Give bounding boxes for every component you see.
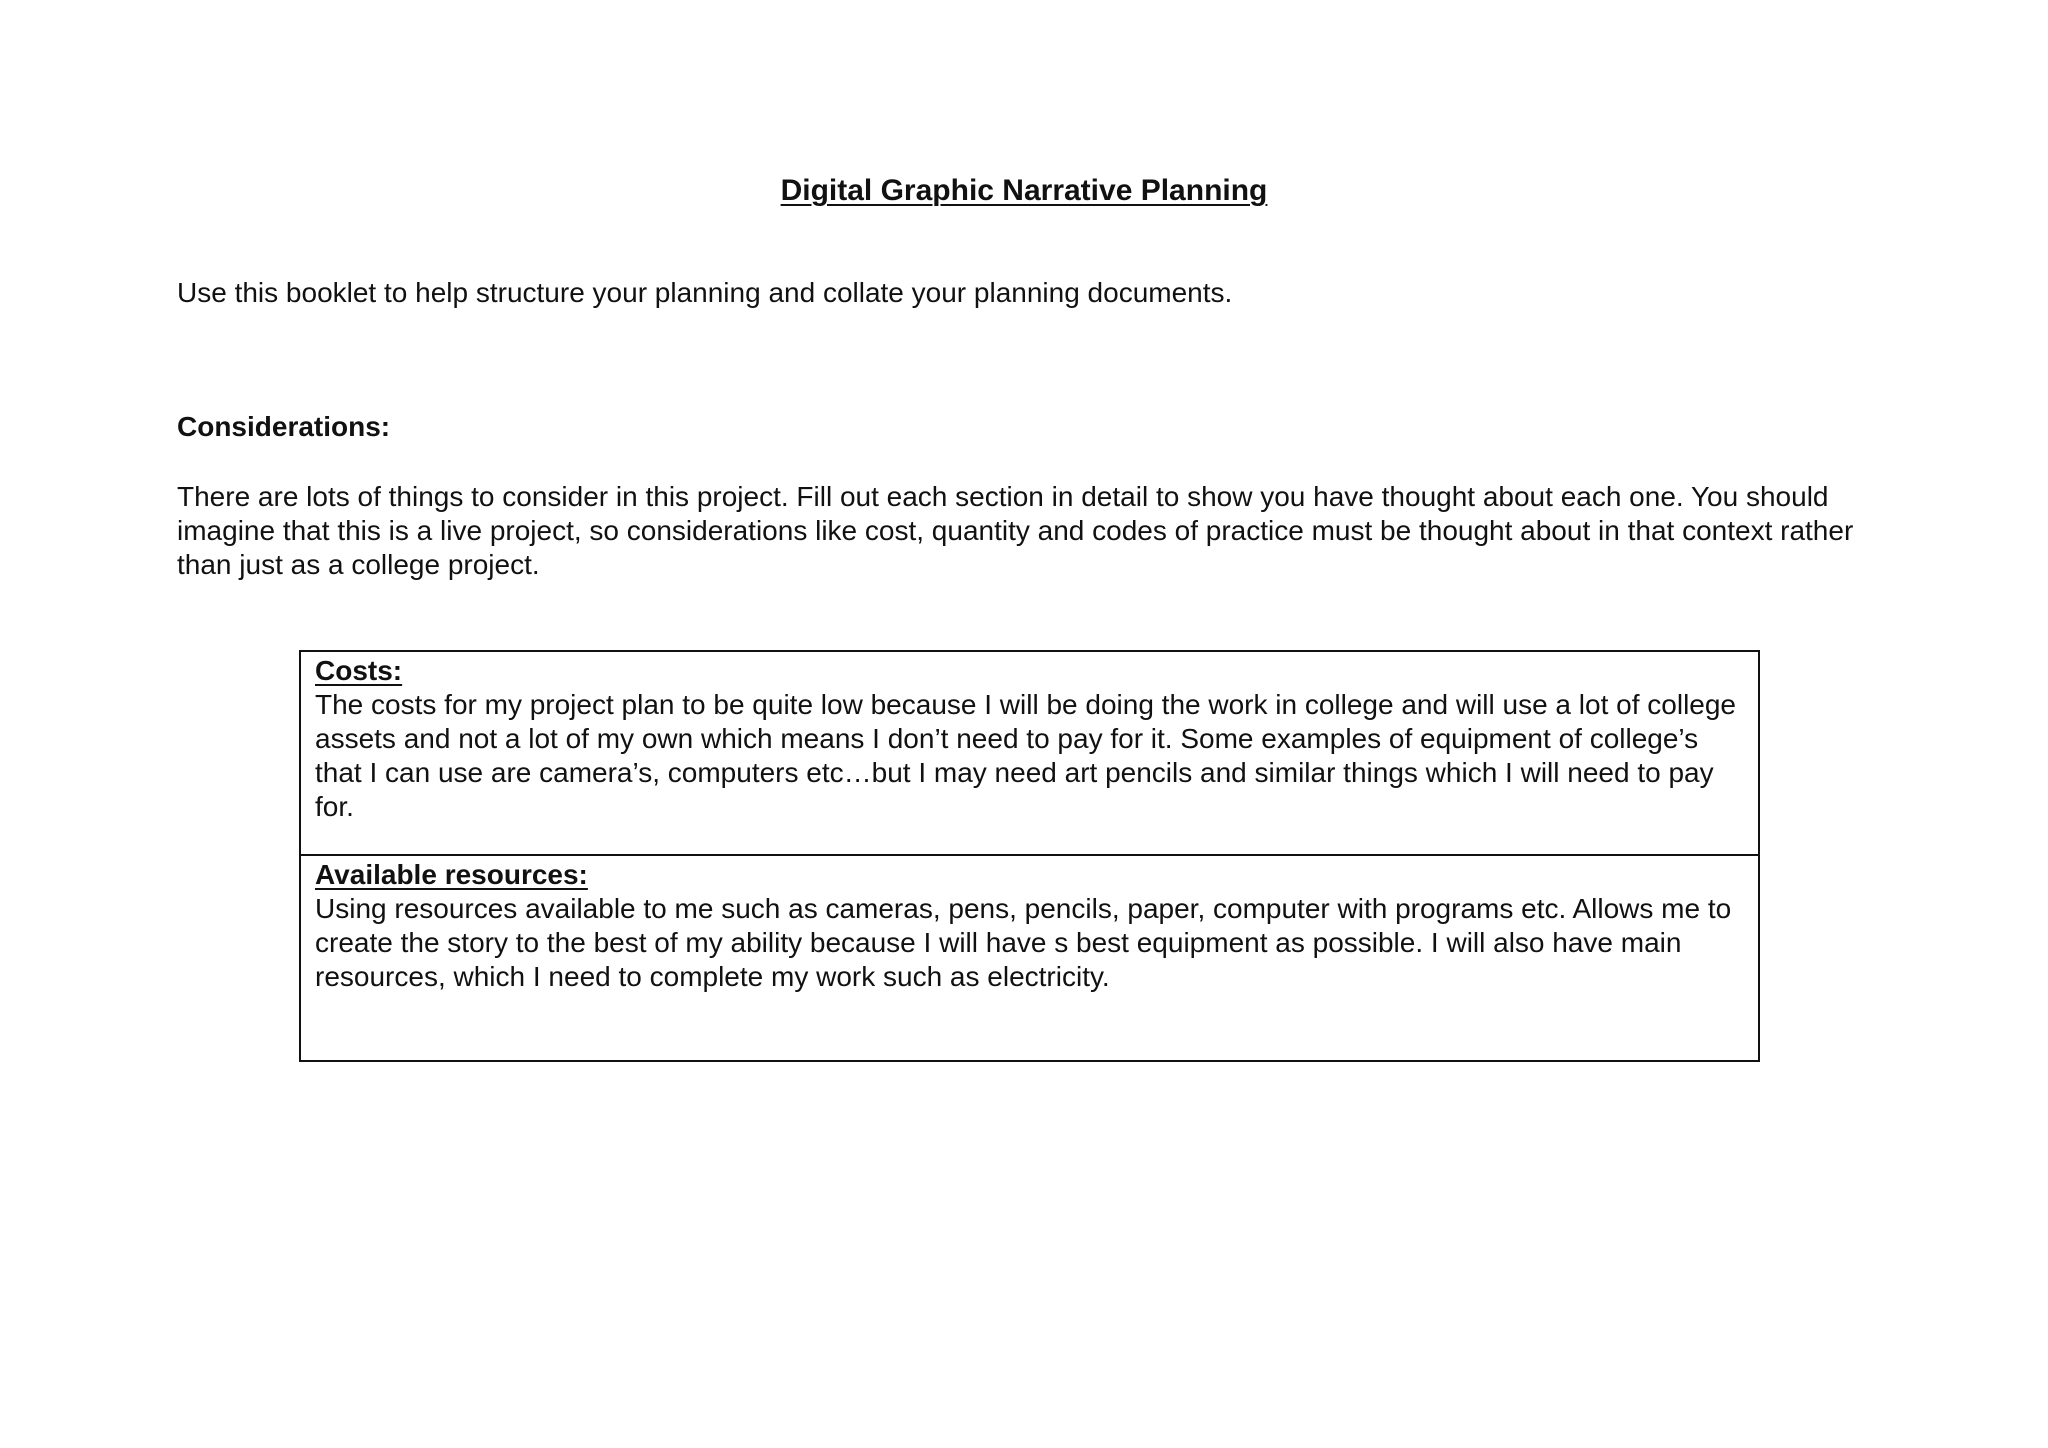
page-title-text: Digital Graphic Narrative Planning xyxy=(780,174,1268,207)
considerations-heading: Considerations: xyxy=(177,411,391,442)
resources-cell xyxy=(301,854,1758,1060)
resources-text: Using resources available to me such as cameras, pens, pencils, paper, computer with programs etc. Allows me to create the story to the best of my ability because I will have s best equipment as possible. I will also have main resources, which I need to complete my work such as electricity. xyxy=(315,893,1732,992)
page-title xyxy=(0,172,2048,210)
considerations-paragraph: There are lots of things to consider in this project. Fill out each section in detail to show you have thought about each one. You should imagine that this is a live project, so considerations like cost, quantity and codes of practice must be thought about in that context rather than just as a college project. xyxy=(177,481,1854,580)
resources-heading: Available resources: xyxy=(315,859,588,890)
intro-paragraph: Use this booklet to help structure your planning and collate your planning documents. xyxy=(177,277,1233,308)
considerations-table xyxy=(299,650,1760,1062)
costs-text: The costs for my project plan to be quite low because I will be doing the work in college and will use a lot of college assets and not a lot of my own which means I don’t need to pay for it. Some examples of equipment of college’s that I can use are camera’s, computers etc…but I may need art pencils and similar things which I will need to pay for. xyxy=(315,689,1736,822)
costs-cell xyxy=(301,652,1758,854)
costs-heading: Costs: xyxy=(315,655,403,686)
